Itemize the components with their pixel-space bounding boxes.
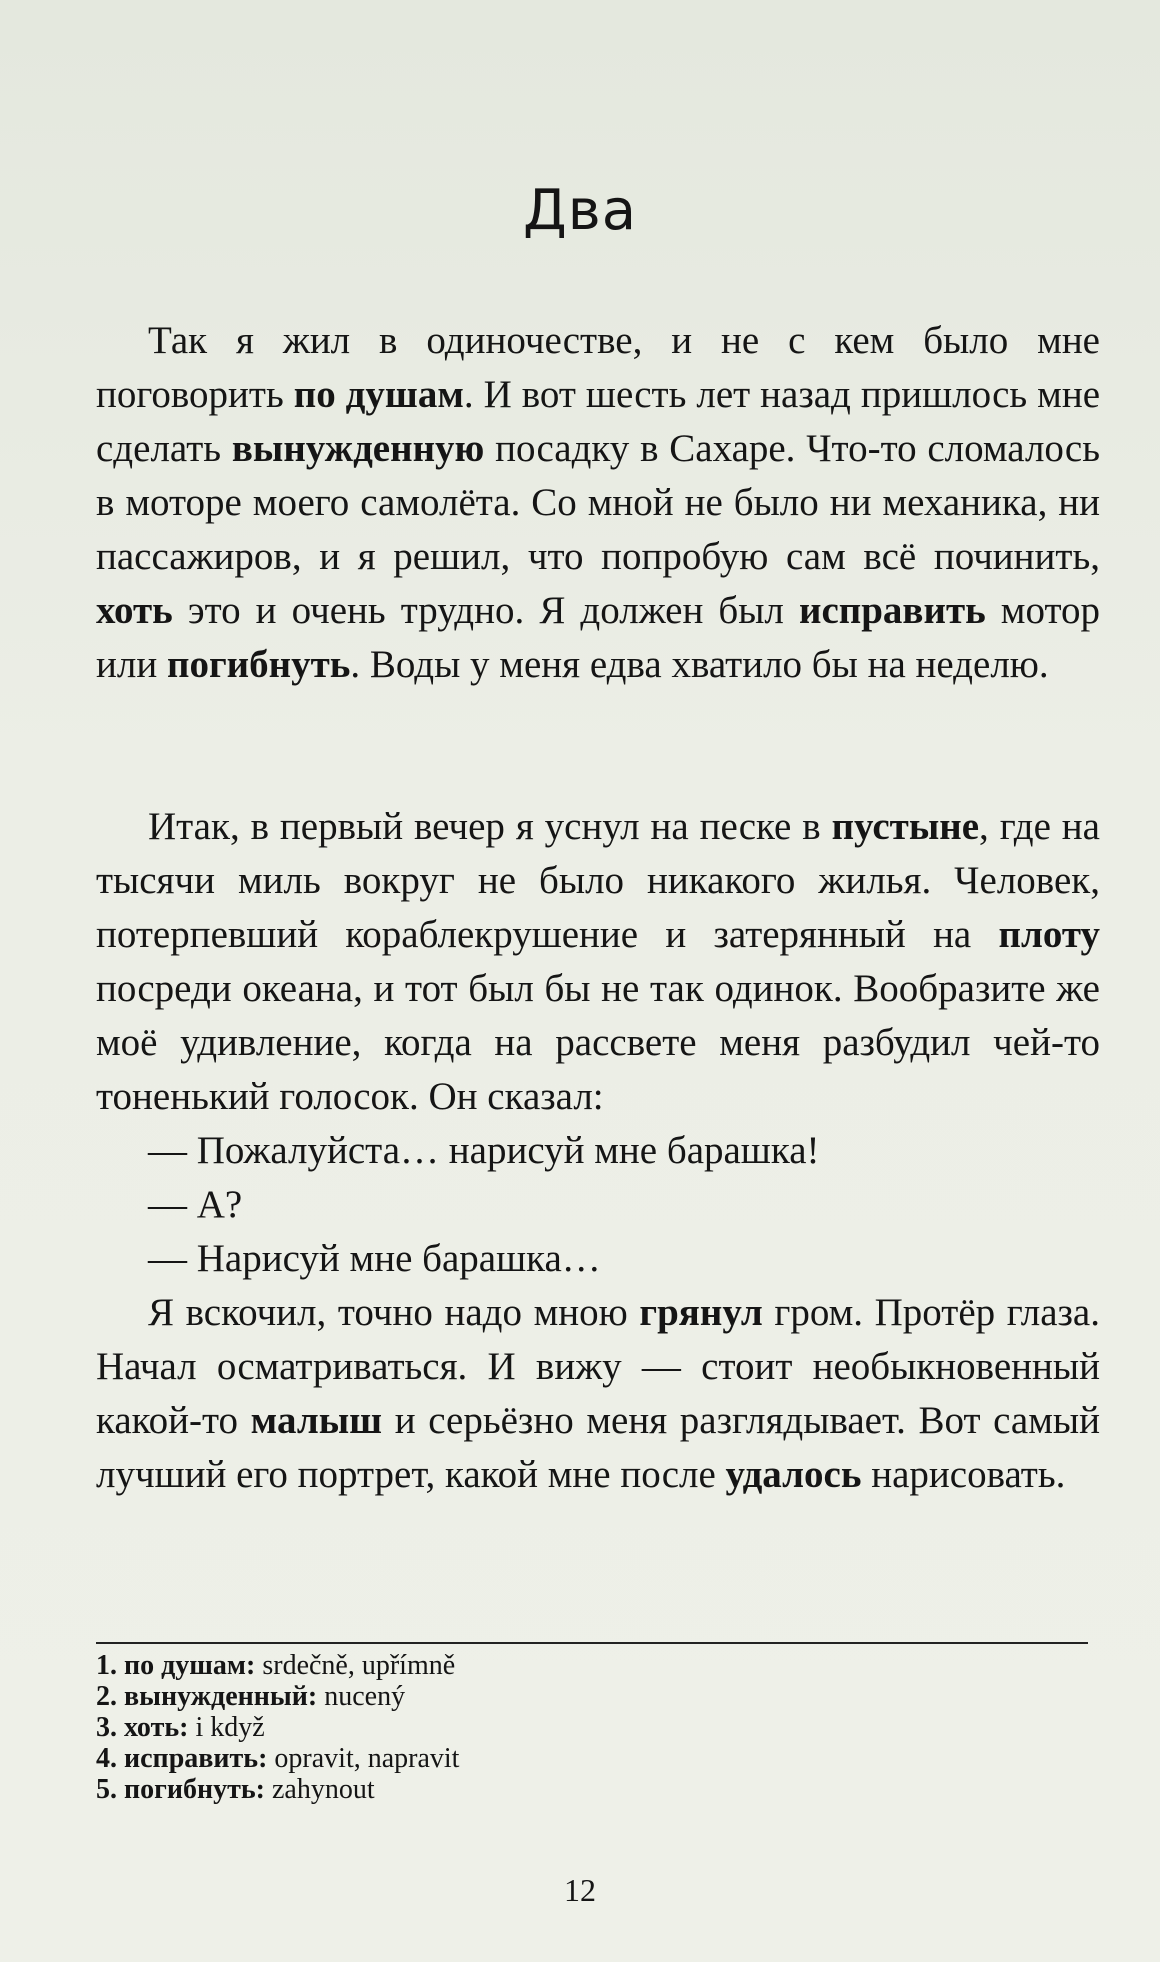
text-run: Итак, в первый вечер я уснул на песке в	[148, 805, 832, 848]
text-run: гром. Протёр глаза. Начал осматриваться. И вижу — стоит необыкновенный какой-то	[96, 1291, 1100, 1442]
text-run: это и очень трудно. Я должен был	[172, 589, 799, 632]
footnote-term: 5. погибнуть:	[96, 1774, 265, 1805]
glossary-term: плоту	[998, 913, 1100, 956]
footnote	[96, 1650, 996, 1681]
text-run: . Воды у меня едва хватило бы на неделю.	[350, 643, 1049, 686]
glossary-term: вынужденную	[231, 427, 485, 470]
glossary-term: хоть	[96, 589, 173, 632]
footnote	[96, 1681, 996, 1712]
glossary-term: удалось	[725, 1453, 862, 1496]
dialogue-line: — Нарисуй мне барашка…	[148, 1237, 601, 1280]
glossary-term: исправить	[798, 589, 986, 632]
footnote-divider	[96, 1642, 1088, 1644]
text-run: . И вот шесть лет назад пришлось мне сделать	[96, 373, 1100, 470]
text-run: посреди океана, и тот был бы не так одинок. Вообразите же моё удивление, когда на рассвете меня разбудил чей-то тоненький голосок. Он сказал:	[96, 967, 1100, 1118]
paragraph	[96, 1286, 1100, 1502]
footnote-translation: zahynout	[265, 1774, 375, 1805]
footnote-translation: nucený	[317, 1681, 406, 1712]
text-run: Так я жил в одиночестве, и не с кем было мне поговорить	[96, 319, 1100, 416]
page-number: 12	[564, 1872, 596, 1908]
footnote-translation: i když	[188, 1712, 265, 1743]
text-run: Я вскочил, точно надо мною	[148, 1291, 640, 1334]
glossary-term: погибнуть	[166, 643, 351, 686]
footnote-translation: opravit, napravit	[267, 1743, 460, 1774]
footnote-translation: srdečně, upřímně	[255, 1650, 456, 1681]
footnote	[96, 1743, 996, 1774]
glossary-term: пустыне	[831, 805, 980, 848]
footnote-term: 3. хоть:	[96, 1712, 189, 1743]
dialogue-line: — А?	[148, 1183, 243, 1226]
footnote	[96, 1774, 996, 1805]
text-run: , где на тысячи миль вокруг не было никакого жилья. Человек, потерпевший кораблекрушение и затерянный на	[96, 805, 1100, 956]
footnote-term: 1. по душам:	[96, 1650, 256, 1681]
glossary-term: грянул	[639, 1291, 763, 1334]
glossary-term: по душам	[293, 373, 464, 416]
footnotes	[96, 1650, 996, 1805]
body-text-bottom	[96, 800, 1100, 1502]
footnote-term: 4. исправить:	[96, 1743, 268, 1774]
dialogue-line: — Пожалуйста… нарисуй мне барашка!	[148, 1129, 820, 1172]
footnote-term: 2. вынужденный:	[96, 1681, 318, 1712]
footnote	[96, 1712, 996, 1743]
glossary-term: малыш	[250, 1399, 383, 1442]
text-run: мотор или	[96, 589, 1100, 686]
text-run: нарисовать.	[861, 1453, 1066, 1496]
chapter-title: Два	[522, 178, 638, 243]
body-text-top	[96, 314, 1100, 692]
text-run: и серьёзно меня разглядывает. Вот самый лучший его портрет, какой мне после	[96, 1399, 1100, 1496]
paragraph	[96, 314, 1100, 692]
paragraph	[96, 800, 1100, 1124]
text-run: посадку в Сахаре. Что-то сломалось в моторе моего самолёта. Со мной не было ни механика, ни пассажиров, и я решил, что попробую сам всё починить,	[96, 427, 1100, 578]
